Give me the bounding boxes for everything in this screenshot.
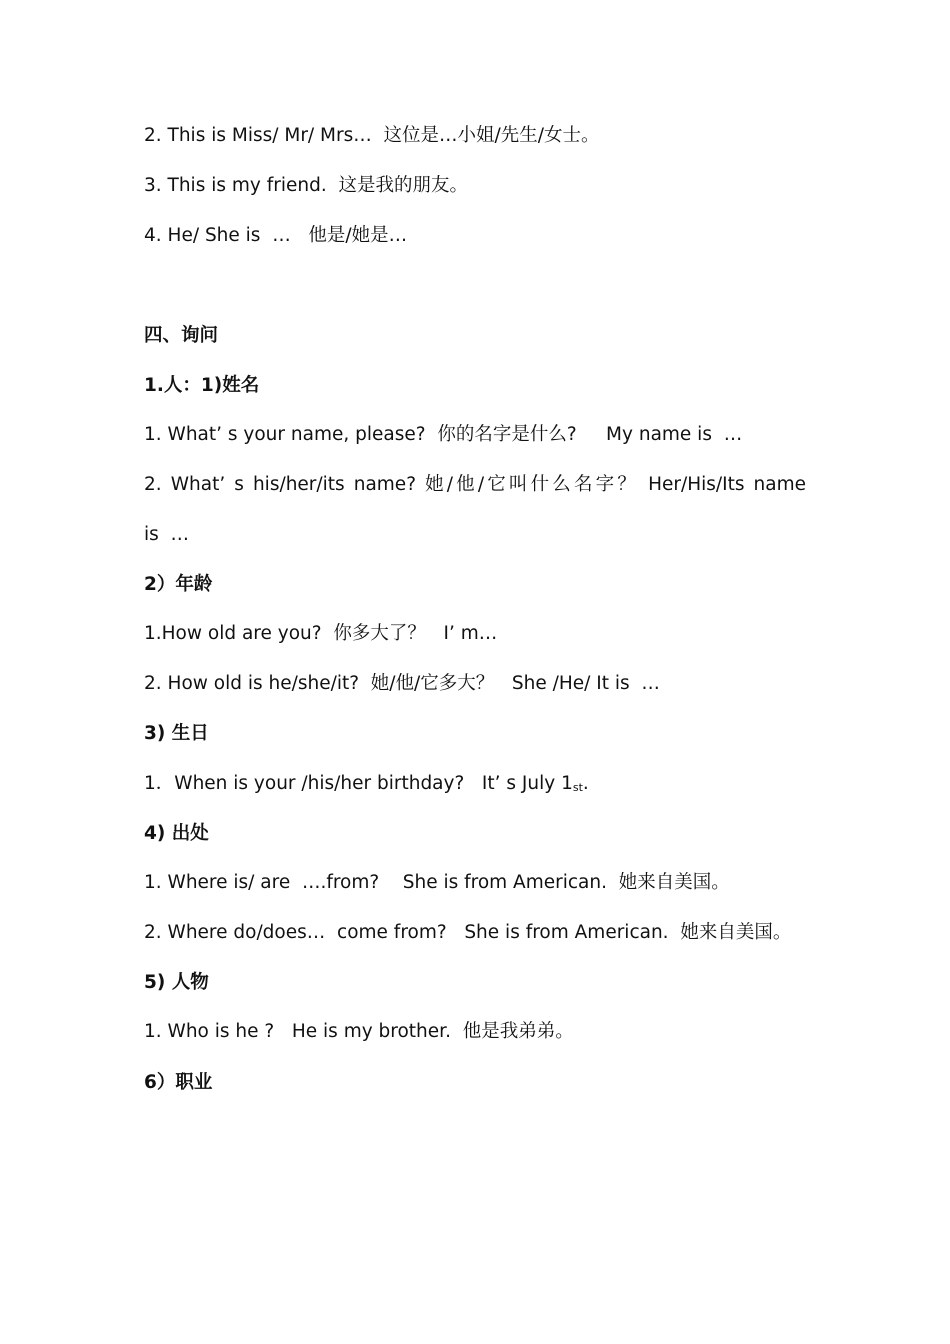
sentence-name-2-continued: is … bbox=[144, 524, 190, 545]
sentence-birthday-1 bbox=[144, 772, 589, 800]
birthday-period: . bbox=[582, 773, 589, 794]
subheading-birthday: 3) 生日 bbox=[144, 723, 209, 744]
subheading-name: 1.人：1)姓名 bbox=[144, 375, 260, 396]
ordinal-suffix: st bbox=[572, 781, 583, 794]
sentence-name-2: 2. What’ s his/her/its name? 她/他/它叫什么名字？ Her/His/Its name bbox=[144, 474, 806, 495]
sentence-origin-2: 2. Where do/does… come from? She is from American. 她来自美国。 bbox=[144, 922, 792, 943]
sentence-person-1: 1. Who is he ? He is my brother. 他是我弟弟。 bbox=[144, 1021, 574, 1042]
birthday-text: 1．When is your /his/her birthday? It’ s July 1 bbox=[144, 773, 573, 794]
sentence-age-2: 2. How old is he/she/it? 她/他/它多大？ She /He/ It is … bbox=[144, 673, 660, 694]
sentence-intro-2: 2. This is Miss/ Mr/ Mrs… 这位是…小姐/先生/女士。 bbox=[144, 125, 600, 146]
subheading-person: 5) 人物 bbox=[144, 972, 209, 993]
sentence-name-1: 1. What’ s your name, please? 你的名字是什么? My name is … bbox=[144, 424, 743, 445]
subheading-origin: 4) 出处 bbox=[144, 823, 209, 844]
sentence-intro-3: 3. This is my friend. 这是我的朋友。 bbox=[144, 175, 468, 196]
sentence-intro-4: 4. He/ She is … 他是/她是… bbox=[144, 225, 408, 246]
subheading-age: 2）年龄 bbox=[144, 574, 213, 595]
sentence-age-1: 1.How old are you? 你多大了？ I’ m… bbox=[144, 623, 498, 644]
section-heading-ask: 四、询问 bbox=[144, 325, 219, 346]
sentence-origin-1: 1. Where is/ are ….from? She is from American. 她来自美国。 bbox=[144, 872, 730, 893]
subheading-job: 6）职业 bbox=[144, 1072, 213, 1093]
